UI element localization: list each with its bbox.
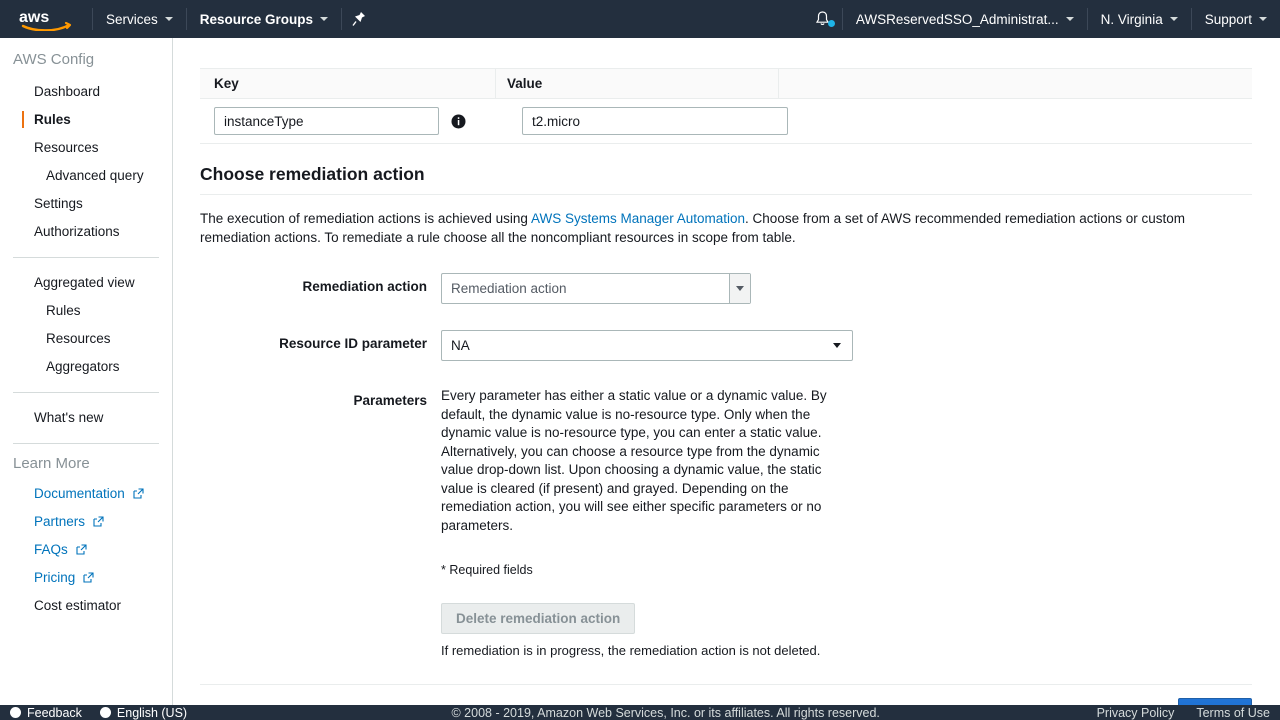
remediation-action-selected-value: Remediation action [451,281,567,296]
globe-icon [100,707,111,718]
nav-resource-groups[interactable] [187,0,341,38]
page-body [0,38,1280,705]
form-row-resource-id-parameter [200,330,1252,361]
sidebar-item-label: Authorizations [34,224,120,239]
footer-actions [1110,698,1252,705]
sidebar-divider [13,392,159,393]
sidebar-item-label: Resources [46,331,111,346]
external-link-icon [76,542,87,560]
chevron-down-icon [320,17,328,21]
sidebar-learn-more-title: Learn More [13,455,90,472]
save-button[interactable] [1178,698,1252,705]
sidebar-item-label: Dashboard [34,84,101,99]
remediation-action-label: Remediation action [302,279,427,294]
delete-remediation-action-button[interactable]: Delete remediation action [441,603,635,634]
sidebar-item-aggregated-view[interactable] [0,269,172,297]
region-menu[interactable] [1088,0,1191,38]
language-label: English (US) [116,705,188,720]
chevron-down-icon [1170,17,1178,21]
main-content [173,38,1280,705]
sidebar-item-label: Resources [34,140,99,155]
support-menu[interactable] [1192,0,1280,38]
chevron-down-icon[interactable] [833,343,841,348]
privacy-policy-link[interactable]: Privacy Policy [1096,705,1175,720]
sidebar-item-cost-estimator[interactable] [0,592,172,620]
column-header-key: Key [214,76,239,91]
chevron-down-icon [165,17,173,21]
parameters-label: Parameters [353,393,427,408]
required-fields-note: * Required fields [441,563,533,577]
sidebar-item-authorizations[interactable] [0,218,172,246]
sidebar-item-label: Aggregators [46,359,120,374]
support-label: Support [1204,11,1252,27]
external-link-icon [83,570,94,588]
feedback-button[interactable] [10,706,82,720]
top-navigation-bar [0,0,1280,38]
sidebar-item-label: What's new [34,410,104,425]
sidebar-divider [13,443,159,444]
sidebar-item-label: Aggregated view [34,275,135,290]
notification-badge-dot [828,20,835,27]
parameters-block [441,387,845,658]
parameters-table-header [200,68,1252,99]
sidebar-item-resources[interactable] [0,134,172,162]
sidebar-item-label: Settings [34,196,83,211]
parameter-value-input[interactable] [522,107,788,135]
bottom-bar [0,705,1280,720]
systems-manager-automation-link[interactable]: AWS Systems Manager Automation [530,211,746,226]
resource-id-selected-value: NA [451,338,470,353]
sidebar-item-advanced-query[interactable] [0,162,172,190]
sidebar-item-label: Advanced query [46,168,144,183]
language-selector[interactable] [100,706,187,720]
region-label: N. Virginia [1100,11,1163,27]
copyright-text: © 2008 - 2019, Amazon Web Services, Inc. or its affiliates. All rights reserved. [451,705,880,720]
chevron-down-icon[interactable] [729,274,750,303]
sidebar-item-partners[interactable] [0,508,172,536]
section-title-choose-remediation-action: Choose remediation action [200,164,1252,195]
chevron-down-icon [1259,17,1267,21]
sidebar [0,38,173,705]
svg-text:aws: aws [19,9,50,26]
sidebar-item-documentation[interactable] [0,480,172,508]
sidebar-item-faqs[interactable] [0,536,172,564]
sidebar-item-aggregated-resources[interactable] [0,325,172,353]
delete-remediation-note: If remediation is in progress, the remediation action is not deleted. [441,643,821,658]
notifications-bell[interactable] [803,11,842,28]
feedback-icon [10,707,21,718]
sidebar-item-dashboard[interactable] [0,78,172,106]
nav-services[interactable] [93,0,186,38]
sidebar-item-aggregators[interactable] [0,353,172,381]
resource-id-parameter-label: Resource ID parameter [279,336,427,351]
sidebar-item-label: Documentation [34,486,125,501]
sidebar-item-label: Rules [46,303,81,318]
sidebar-divider [13,257,159,258]
pin-icon[interactable] [342,11,376,27]
feedback-label: Feedback [27,705,82,720]
external-link-icon [93,514,104,532]
parameters-description: Every parameter has either a static value or a dynamic value. By default, the dynamic value is no-resource type. Only when the dynamic value is no-resource type, you can enter a static value. Alternatively, you can choose a resource type from the dynamic value drop-down list. Upon choosing a dynamic value, the static value is cleared (if present) and grayed. Depending on the remediation action, you will see either specific parameters or no parameters. [441,388,827,533]
terms-of-use-link[interactable]: Terms of Use [1196,705,1270,720]
nav-services-label: Services [106,11,158,27]
table-row [200,99,1252,144]
sidebar-item-label: Pricing [34,570,76,585]
account-menu[interactable] [843,0,1087,38]
sidebar-item-label: Partners [34,514,86,529]
column-header-value: Value [495,68,778,99]
external-link-icon [133,486,144,504]
form-footer [200,684,1252,705]
description-part-2: . Choose from a set of AWS recommended remediation actions or custom remediation actions. To remediate a rule choose all the noncompliant resources in scope from table. [200,211,1185,245]
section-description [200,209,1252,247]
sidebar-item-label: Rules [34,112,71,127]
info-icon[interactable] [451,114,466,129]
sidebar-item-rules[interactable] [0,106,172,134]
bottom-bar-right [1097,706,1270,720]
sidebar-item-settings[interactable] [0,190,172,218]
sidebar-title: AWS Config [13,51,95,68]
top-nav-right [803,0,1280,38]
sidebar-item-label: Cost estimator [34,598,122,613]
sidebar-item-whats-new[interactable] [0,404,172,432]
resource-id-parameter-select[interactable] [441,330,853,361]
form-row-parameters [200,387,1252,658]
remediation-action-select[interactable] [441,273,751,304]
nav-resource-groups-label: Resource Groups [199,11,314,27]
sidebar-item-pricing[interactable] [0,564,172,592]
chevron-down-icon [1066,17,1074,21]
parameter-key-input[interactable] [214,107,439,135]
bottom-bar-left [10,706,187,720]
sidebar-item-label: FAQs [34,542,68,557]
form-row-remediation-action [200,273,1252,304]
sidebar-item-aggregated-rules[interactable] [0,297,172,325]
description-part-1: The execution of remediation actions is achieved using [200,211,531,226]
aws-logo[interactable] [0,0,92,38]
account-label: AWSReservedSSO_Administrat... [855,11,1059,27]
column-header-spacer [778,68,1252,99]
